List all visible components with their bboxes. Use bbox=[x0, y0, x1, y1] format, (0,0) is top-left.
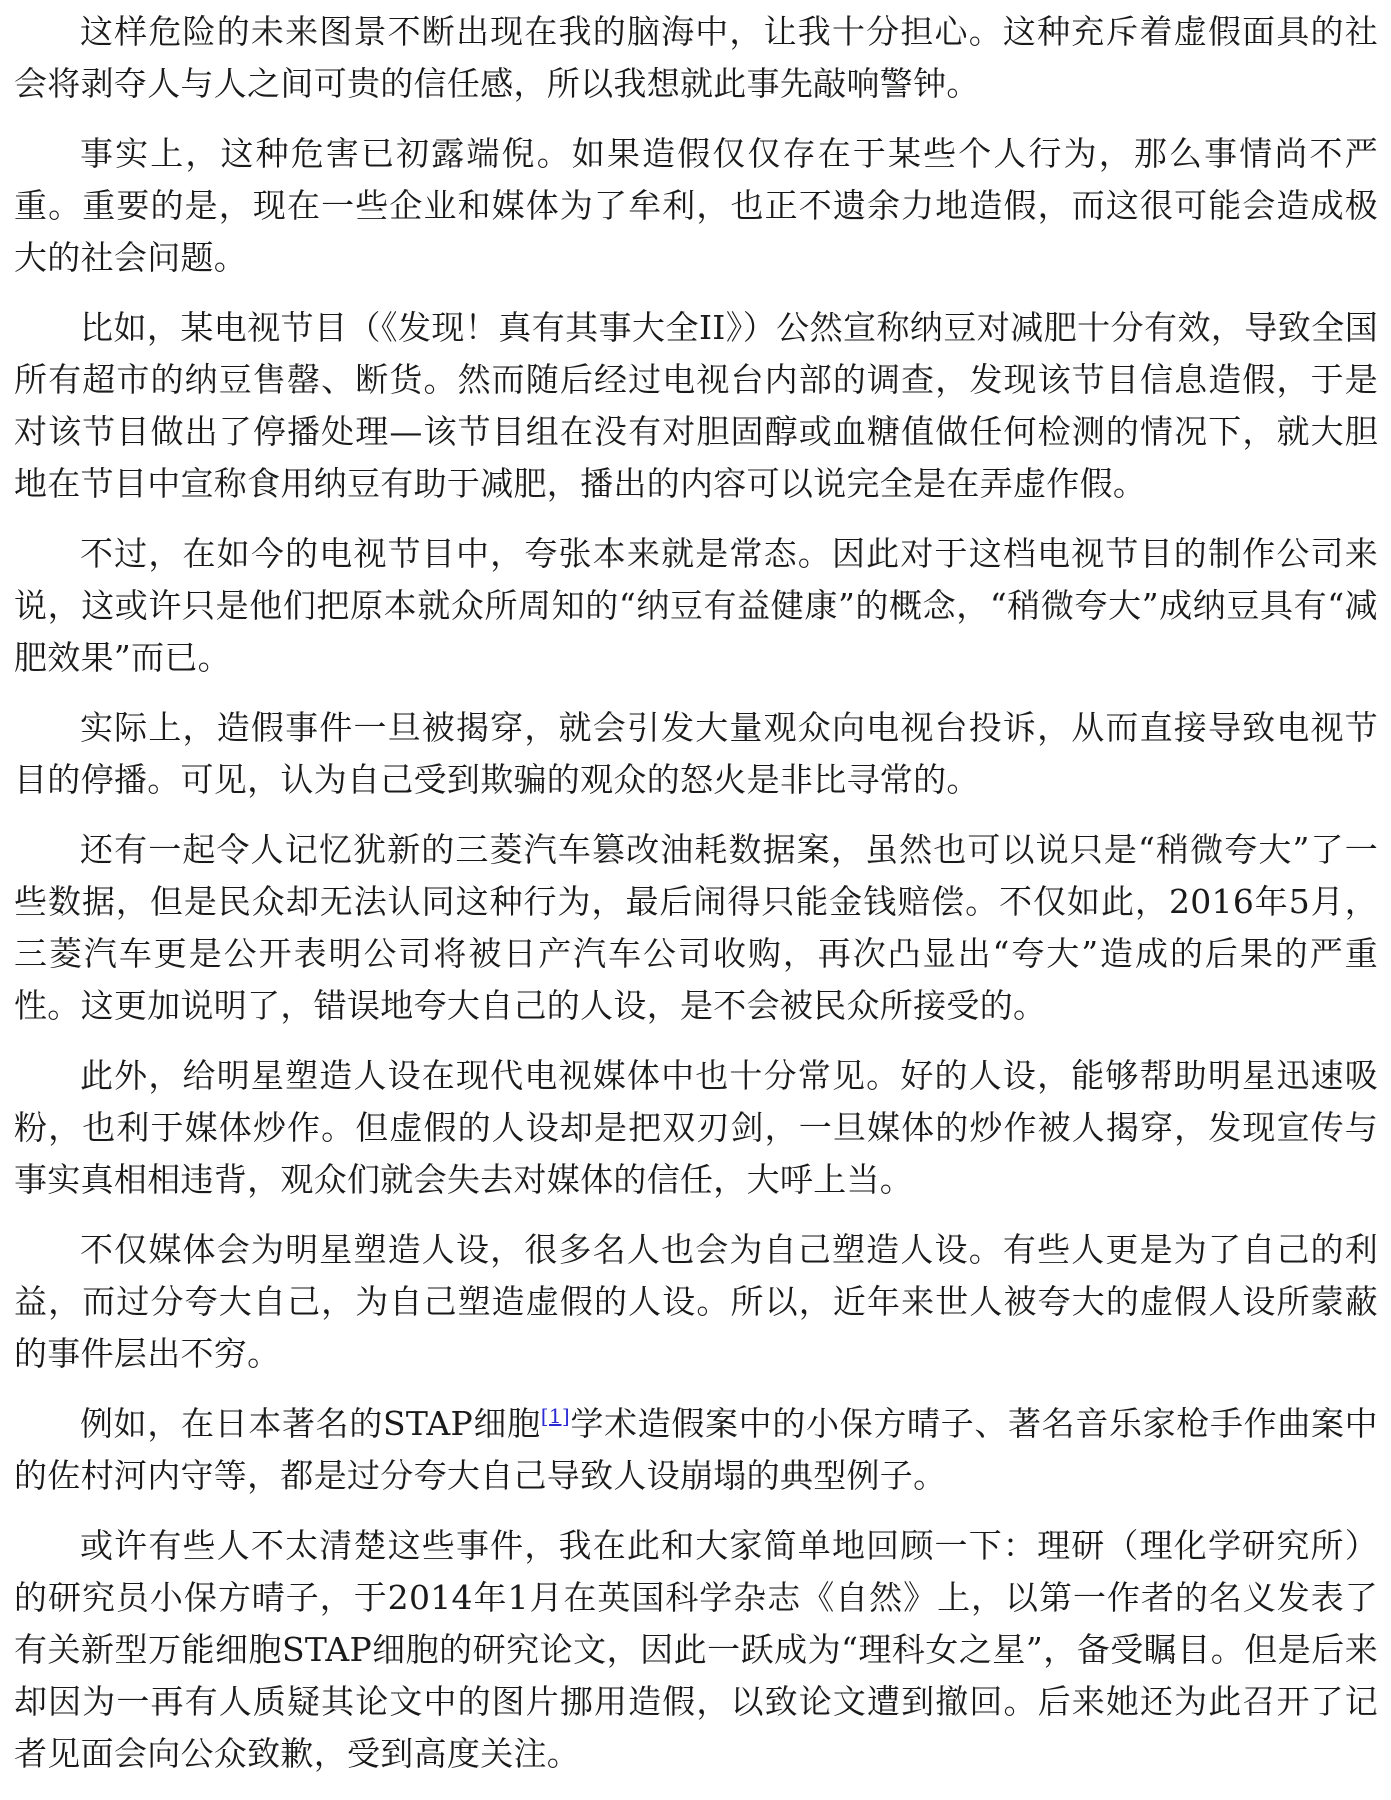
paragraph-4: 不过，在如今的电视节目中，夸张本来就是常态。因此对于这档电视节目的制作公司来说，这或许只是他们把原本就众所周知的“纳豆有益健康”的概念，“稍微夸大”成纳豆具有“减肥效果”而已。 bbox=[14, 534, 1378, 677]
paragraph-2: 事实上，这种危害已初露端倪。如果造假仅仅存在于某些个人行为，那么事情尚不严重。重要的是，现在一些企业和媒体为了牟利，也正不遗余力地造假，而这很可能会造成极大的社会问题。 bbox=[14, 134, 1378, 277]
paragraph-3: 比如，某电视节目（《发现！真有其事大全II》）公然宣称纳豆对减肥十分有效，导致全国所有超市的纳豆售罄、断货。然而随后经过电视台内部的调查，发现该节目信息造假，于是对该节目做出了停播处理—该节目组在没有对胆固醇或血糖值做任何检测的情况下，就大胆地在节目中宣称食用纳豆有助于减肥，播出的内容可以说完全是在弄虚作假。 bbox=[14, 308, 1378, 503]
document-body bbox=[14, 6, 1378, 1798]
paragraph-10: 或许有些人不太清楚这些事件，我在此和大家简单地回顾一下：理研（理化学研究所）的研究员小保方晴子，于2014年1月在英国科学杂志《自然》上，以第一作者的名义发表了有关新型万能细胞STAP细胞的研究论文，因此一跃成为“理科女之星”，备受瞩目。但是后来却因为一再有人质疑其论文中的图片挪用造假，以致论文遭到撤回。后来她还为此召开了记者见面会向公众致歉，受到高度关注。 bbox=[14, 1526, 1378, 1773]
paragraph-8: 不仅媒体会为明星塑造人设，很多名人也会为自己塑造人设。有些人更是为了自己的利益，而过分夸大自己，为自己塑造虚假的人设。所以，近年来世人被夸大的虚假人设所蒙蔽的事件层出不穷。 bbox=[14, 1230, 1378, 1373]
paragraph-6: 还有一起令人记忆犹新的三菱汽车篡改油耗数据案，虽然也可以说只是“稍微夸大”了一些数据，但是民众却无法认同这种行为，最后闹得只能金钱赔偿。不仅如此，2016年5月，三菱汽车更是公开表明公司将被日产汽车公司收购，再次凸显出“夸大”造成的后果的严重性。这更加说明了，错误地夸大自己的人设，是不会被民众所接受的。 bbox=[14, 830, 1378, 1025]
paragraph-9-text-after: 学术造假案中的小保方晴子、著名音乐家枪手作曲案中的佐村河内守等，都是过分夸大自己导致人设崩塌的典型例子。 bbox=[14, 1404, 1378, 1495]
paragraph-5: 实际上，造假事件一旦被揭穿，就会引发大量观众向电视台投诉，从而直接导致电视节目的停播。可见，认为自己受到欺骗的观众的怒火是非比寻常的。 bbox=[14, 708, 1378, 799]
paragraph-9-text-before: 例如，在日本著名的STAP细胞 bbox=[80, 1404, 541, 1443]
paragraph-1: 这样危险的未来图景不断出现在我的脑海中，让我十分担心。这种充斥着虚假面具的社会将剥夺人与人之间可贵的信任感，所以我想就此事先敲响警钟。 bbox=[14, 12, 1378, 103]
paragraph-9 bbox=[14, 1398, 1378, 1502]
paragraph-7: 此外，给明星塑造人设在现代电视媒体中也十分常见。好的人设，能够帮助明星迅速吸粉，也利于媒体炒作。但虚假的人设却是把双刃剑，一旦媒体的炒作被人揭穿，发现宣传与事实真相相违背，观众们就会失去对媒体的信任，大呼上当。 bbox=[14, 1056, 1378, 1199]
footnote-ref-link[interactable]: [1] bbox=[540, 1404, 570, 1428]
